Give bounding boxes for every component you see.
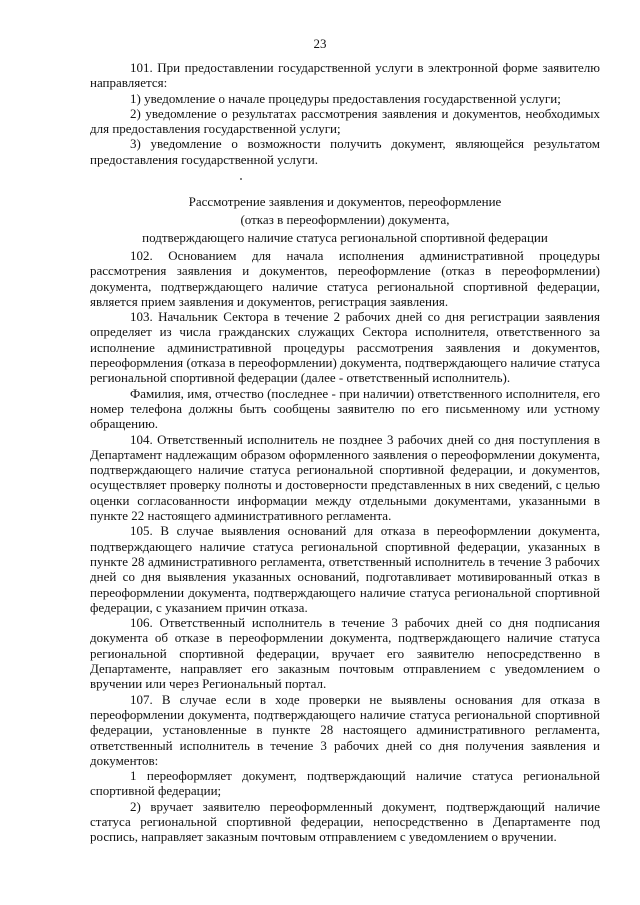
intro-block [90,60,600,167]
list-item-2: 2) уведомление о результатах рассмотрения заявления и документов, необходимых для предоставления государственной услуги; [90,105,600,137]
paragraph-104: 104. Ответственный исполнитель не позднее 3 рабочих дней со дня поступления в Департамент надлежащим образом оформленного заявления о переоформлении документа, подтверждающего наличие статуса региональной спортивной федерации, и документов, осуществляет проверку полноты и достоверности представленных в них сведений, с целью оценки согласованности информации между отдельными документами, указанными в пункте 22 настоящего административного регламента. [90,431,600,524]
paragraph-103-contact: Фамилия, имя, отчество (последнее - при наличии) ответственного исполнителя, его номер телефона должны быть сообщены заявителю по его письменному или устному обращению. [90,385,600,432]
paragraph-107-item-2: 2) вручает заявителю переоформленный документ, подтверждающий наличие статуса региональной спортивной федерации, непосредственно в Департаменте под роспись, направляет заказным почтовым отправлением с уведомлением о вручении. [90,798,600,845]
list-item-1: 1) уведомление о начале процедуры предоставления государственной услуги; [130,90,561,106]
page-number: 23 [313,36,327,51]
paragraph-101: 101. При предоставлении государственной услуги в электронной форме заявителю направляется: [90,60,600,91]
section-heading-line-1: Рассмотрение заявления и документов, переоформление [188,194,502,209]
section-heading [90,193,600,247]
paragraph-103: 103. Начальник Сектора в течение 2 рабочих дней со дня регистрации заявления определяет из числа гражданских служащих Сектора исполнителя, ответственного за исполнение административной процедуры рассмотрения заявления и документов, переоформления (отказа в переоформлении) документа, подтверждающего наличие статуса региональной спортивной федерации (далее - ответственный исполнитель). [90,309,600,386]
paragraph-105: 105. В случае выявления оснований для отказа в переоформлении документа, подтверждающего наличие статуса региональной спортивной федерации, указанных в пункте 28 административного регламента, ответственный исполнитель в течение 3 рабочих дней со дня выявления указанных оснований, подготавливает мотивированный отказ в переоформлении документа, подтверждающего наличие статуса региональной спортивной федерации, с указанием причин отказа. [90,523,600,615]
paragraph-107: 107. В случае если в ходе проверки не выявлены основания для отказа в переоформлении документа, подтверждающего наличие статуса региональной спортивной федерации, установленные в пункте 28 настоящего административного регламента, ответственный исполнитель в течение 3 рабочих дней со дня получения заявления и документов: [90,691,600,768]
dot-mark [240,178,242,180]
paragraph-102: 102. Основанием для начала исполнения административной процедуры рассмотрения заявления и документов, переоформление (отказ в переоформлении) документа, подтверждающего наличие статуса региональной спортивной федерации, является прием заявления и документов, регистрация заявления. [90,248,600,309]
paragraph-106: 106. Ответственный исполнитель в течение 3 рабочих дней со дня подписания документа об отказе в переоформлении документа, подтверждающего наличие статуса региональной спортивной федерации, вручает его заявителю непосредственно в Департаменте, направляет его заказным почтовым отправлением с уведомлением о вручении или через Региональный портал. [90,615,600,692]
paragraph-107-item-1: 1 переоформляет документ, подтверждающий наличие статуса региональной спортивной федерации; [90,768,600,799]
section-heading-line-3: подтверждающего наличие статуса региональной спортивной федерации [142,230,548,245]
main-block [90,248,600,845]
section-heading-line-2: (отказ в переоформлении) документа, [240,212,450,227]
list-item-3: 3) уведомление о возможности получить документ, являющейся результатом предоставления государственной услуги. [90,136,600,167]
